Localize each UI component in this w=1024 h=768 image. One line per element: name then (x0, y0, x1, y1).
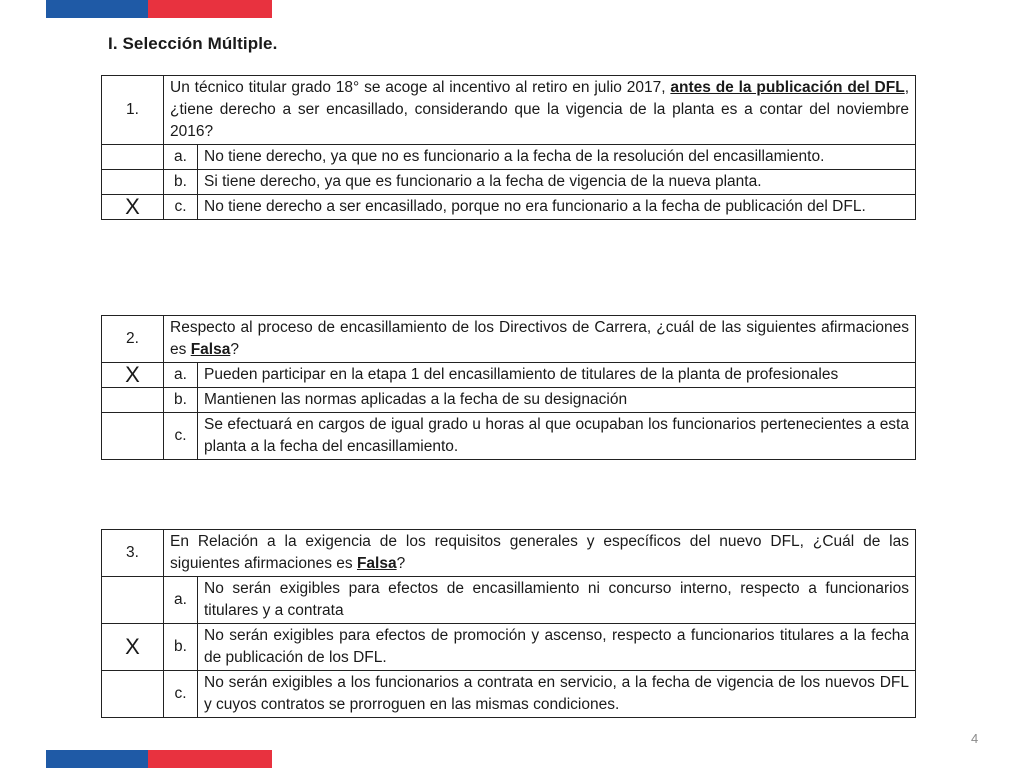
option-letter: a. (164, 363, 198, 388)
option-row (102, 413, 916, 460)
question-number: 1. (102, 76, 164, 145)
option-row (102, 170, 916, 195)
option-text: No serán exigibles para efectos de promoción y ascenso, respecto a funcionarios titulares a la fecha de publicación de los DFL. (198, 624, 916, 671)
option-row (102, 195, 916, 220)
option-row (102, 388, 916, 413)
flag-red-segment (148, 750, 272, 768)
answer-mark: X (102, 624, 164, 671)
option-letter: c. (164, 413, 198, 460)
answer-mark (102, 577, 164, 624)
page-number: 4 (971, 731, 979, 746)
question-text (164, 316, 916, 363)
option-text: No serán exigibles para efectos de encasillamiento ni concurso interno, respecto a funcionarios titulares y a contrata (198, 577, 916, 624)
option-row (102, 577, 916, 624)
option-row (102, 363, 916, 388)
answer-mark (102, 413, 164, 460)
question-row (102, 76, 916, 145)
question-text-end: ? (230, 341, 239, 358)
option-row (102, 145, 916, 170)
option-letter: a. (164, 145, 198, 170)
option-row (102, 624, 916, 671)
flag-red-segment (148, 0, 272, 18)
section-title: I. Selección Múltiple. (108, 34, 278, 53)
question-text-start: Un técnico titular grado 18° se acoge al incentivo al retiro en julio 2017, (170, 79, 671, 96)
option-text: No serán exigibles a los funcionarios a contrata en servicio, a la fecha de vigencia de los nuevos DFL y cuyos contratos se prorroguen en las mismas condiciones. (198, 671, 916, 718)
flag-blue-segment (46, 0, 148, 18)
question-emphasis: antes de la publicación del DFL (670, 79, 905, 96)
question-text-start: En Relación a la exigencia de los requisitos generales y específicos del nuevo DFL, ¿Cuál de las siguientes afirmaciones es (170, 533, 909, 572)
answer-mark (102, 145, 164, 170)
answer-mark (102, 671, 164, 718)
answer-mark: X (102, 195, 164, 220)
answer-mark (102, 170, 164, 195)
option-letter: c. (164, 195, 198, 220)
answer-mark: X (102, 363, 164, 388)
question-text-start: Respecto al proceso de encasillamiento de los Directivos de Carrera, ¿cuál de las siguientes afirmaciones es (170, 319, 909, 358)
option-row (102, 671, 916, 718)
option-letter: c. (164, 671, 198, 718)
question-number: 2. (102, 316, 164, 363)
option-letter: b. (164, 624, 198, 671)
question-text-end: ? (396, 555, 406, 572)
question-table-2 (101, 315, 916, 460)
answer-mark (102, 388, 164, 413)
option-text: No tiene derecho a ser encasillado, porque no era funcionario a la fecha de publicación del DFL. (198, 195, 916, 220)
option-letter: b. (164, 388, 198, 413)
question-text (164, 76, 916, 145)
question-emphasis: Falsa (190, 341, 231, 358)
question-row (102, 316, 916, 363)
question-table-3 (101, 529, 916, 718)
option-letter: b. (164, 170, 198, 195)
top-flag-bar (46, 0, 272, 18)
question-table-1 (101, 75, 916, 220)
option-text: Pueden participar en la etapa 1 del encasillamiento de titulares de la planta de profesionales (198, 363, 916, 388)
option-text: Se efectuará en cargos de igual grado u horas al que ocupaban los funcionarios pertenecientes a esta planta a la fecha del encasillamiento. (198, 413, 916, 460)
option-text: Mantienen las normas aplicadas a la fecha de su designación (198, 388, 916, 413)
question-number: 3. (102, 530, 164, 577)
question-text (164, 530, 916, 577)
option-text: Si tiene derecho, ya que es funcionario a la fecha de vigencia de la nueva planta. (198, 170, 916, 195)
question-row (102, 530, 916, 577)
question-emphasis: Falsa (356, 555, 397, 572)
option-text: No tiene derecho, ya que no es funcionario a la fecha de la resolución del encasillamiento. (198, 145, 916, 170)
bottom-flag-bar (46, 750, 272, 768)
flag-blue-segment (46, 750, 148, 768)
question-text-end: , ¿tiene derecho a ser encasillado, considerando que la vigencia de la planta es a contar del noviembre 2016? (170, 79, 909, 140)
option-letter: a. (164, 577, 198, 624)
